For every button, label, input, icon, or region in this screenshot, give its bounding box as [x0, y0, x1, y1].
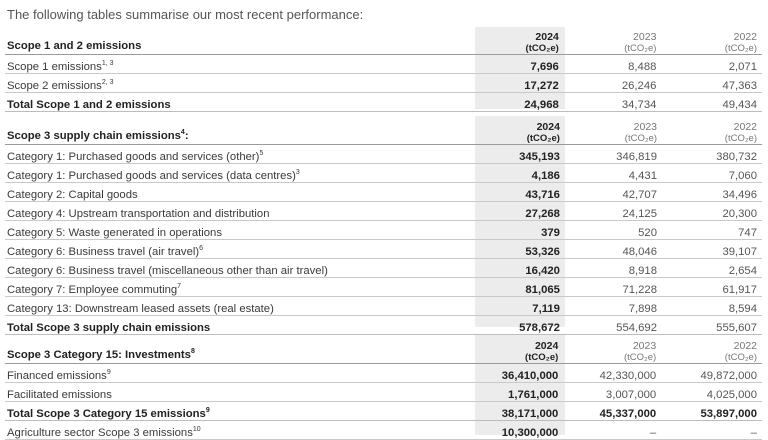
total-row [5, 93, 762, 112]
value-2024: 7,119 [472, 297, 564, 316]
table-row [5, 55, 762, 74]
scope-3-investments-table [5, 335, 762, 440]
total-label: Total Scope 3 Category 15 emissions [7, 408, 206, 420]
table-row [5, 383, 762, 402]
value-2023: 48,046 [564, 240, 661, 259]
value-2022: 47,363 [660, 74, 762, 93]
value-2022: 4,025,000 [660, 383, 762, 402]
row-label: Scope 1 emissions [7, 61, 102, 73]
value-2022: 20,300 [661, 202, 762, 221]
value-2022: 380,732 [661, 145, 762, 164]
value-2024: 1,761,000 [469, 383, 562, 402]
table-header-row [5, 335, 762, 364]
total-label: Total Scope 3 supply chain emissions [5, 316, 472, 335]
footnote-ref: 10 [192, 426, 201, 434]
value-2023: 34,734 [563, 93, 661, 112]
footnote-ref: 9 [106, 369, 111, 377]
footnote-ref: 1, 3 [101, 60, 114, 68]
year-header-2023: 2023 (tCO₂e) [564, 116, 661, 145]
row-label: Category 7: Employee commuting [7, 284, 178, 296]
value-2024: 36,410,000 [469, 364, 562, 383]
row-label: Category 1: Purchased goods and services (other) [7, 151, 260, 163]
value-2022: 34,496 [661, 183, 762, 202]
footnote-ref: 6 [199, 245, 204, 253]
value-2023: 346,819 [564, 145, 661, 164]
section-heading: Scope 1 and 2 emissions [5, 26, 470, 55]
value-2023: – [562, 421, 660, 440]
value-2024: 379 [472, 221, 564, 240]
footnote-ref: 5 [259, 150, 264, 158]
value-2022: 8,594 [661, 297, 762, 316]
footnote-ref: 7 [177, 283, 182, 291]
year-header-2022: 2022 (tCO₂e) [660, 335, 762, 364]
footnote-ref: 3 [295, 169, 300, 177]
intro-text: The following tables summarise our most recent performance: [7, 7, 364, 22]
scope-3-supply-chain-table [5, 116, 762, 335]
row-label: Financed emissions [7, 370, 107, 382]
value-2022: 747 [661, 221, 762, 240]
value-2024: 38,171,000 [469, 402, 562, 421]
row-label: Category 5: Waste generated in operations [7, 227, 222, 239]
value-2024: 10,300,000 [469, 421, 562, 440]
value-2024: 81,065 [472, 278, 564, 297]
value-2024: 24,968 [470, 93, 563, 112]
value-2023: 26,246 [563, 74, 661, 93]
year-header-2024: 2024 (tCO₂e) [470, 26, 563, 55]
value-2022: 2,654 [661, 259, 762, 278]
table-row [5, 183, 762, 202]
value-2022: – [660, 421, 762, 440]
row-label: Category 6: Business travel (miscellaneous other than air travel) [7, 265, 328, 277]
value-2023: 8,918 [564, 259, 661, 278]
year-header-2024: 2024 (tCO₂e) [472, 116, 564, 145]
value-2022: 53,897,000 [660, 402, 762, 421]
section-heading: Scope 3 supply chain emissions$^4$: [5, 116, 472, 145]
value-2024: 53,326 [472, 240, 564, 259]
value-2023: 8,488 [563, 55, 661, 74]
row-label: Agriculture sector Scope 3 emissions [7, 427, 193, 439]
value-2024: 345,193 [472, 145, 564, 164]
row-label: Facilitated emissions [7, 389, 112, 401]
value-2024: 4,186 [472, 164, 564, 183]
value-2023: 71,228 [564, 278, 661, 297]
table-row [5, 259, 762, 278]
value-2022: 2,071 [660, 55, 762, 74]
value-2023: 4,431 [564, 164, 661, 183]
row-label: Scope 2 emissions [7, 80, 102, 92]
table-row [5, 164, 762, 183]
table-row [5, 240, 762, 259]
value-2022: 49,872,000 [660, 364, 762, 383]
row-label: Category 13: Downstream leased assets (real estate) [7, 303, 274, 315]
value-2023: 520 [564, 221, 661, 240]
footnote-ref: 2, 3 [101, 79, 114, 87]
value-2024: 578,672 [472, 316, 564, 335]
table-row [5, 278, 762, 297]
table-row [5, 421, 762, 440]
value-2023: 3,007,000 [562, 383, 660, 402]
value-2024: 16,420 [472, 259, 564, 278]
footnote-ref: 9 [205, 407, 210, 415]
value-2022: 49,434 [660, 93, 762, 112]
value-2022: 61,917 [661, 278, 762, 297]
value-2023: 7,898 [564, 297, 661, 316]
value-2023: 554,692 [564, 316, 661, 335]
value-2023: 24,125 [564, 202, 661, 221]
table-row [5, 221, 762, 240]
total-label: Total Scope 1 and 2 emissions [5, 93, 470, 112]
year-header-2022: 2022 (tCO₂e) [661, 116, 762, 145]
year-header-2022: 2022 (tCO₂e) [660, 26, 762, 55]
section-heading: Scope 3 Category 15: Investments$^8$ [5, 335, 469, 364]
row-label: Category 6: Business travel (air travel) [7, 246, 200, 258]
table-header-row [5, 116, 762, 145]
value-2024: 7,696 [470, 55, 563, 74]
value-2023: 42,707 [564, 183, 661, 202]
total-row [5, 402, 762, 421]
table-row [5, 74, 762, 93]
year-header-2024: 2024 (tCO₂e) [469, 335, 562, 364]
value-2022: 555,607 [661, 316, 762, 335]
value-2024: 27,268 [472, 202, 564, 221]
year-header-2023: 2023 (tCO₂e) [562, 335, 660, 364]
total-row [5, 316, 762, 335]
scope-1-2-table [5, 26, 762, 112]
value-2024: 17,272 [470, 74, 563, 93]
table-row [5, 202, 762, 221]
year-header-2023: 2023 (tCO₂e) [563, 26, 661, 55]
value-2022: 7,060 [661, 164, 762, 183]
value-2022: 39,107 [661, 240, 762, 259]
row-label: Category 4: Upstream transportation and distribution [7, 208, 270, 220]
table-row [5, 364, 762, 383]
row-label: Category 1: Purchased goods and services (data centres) [7, 170, 296, 182]
row-label: Category 2: Capital goods [7, 189, 138, 201]
table-row [5, 145, 762, 164]
table-header-row [5, 26, 762, 55]
value-2024: 43,716 [472, 183, 564, 202]
value-2023: 42,330,000 [562, 364, 660, 383]
table-row [5, 297, 762, 316]
value-2023: 45,337,000 [562, 402, 660, 421]
